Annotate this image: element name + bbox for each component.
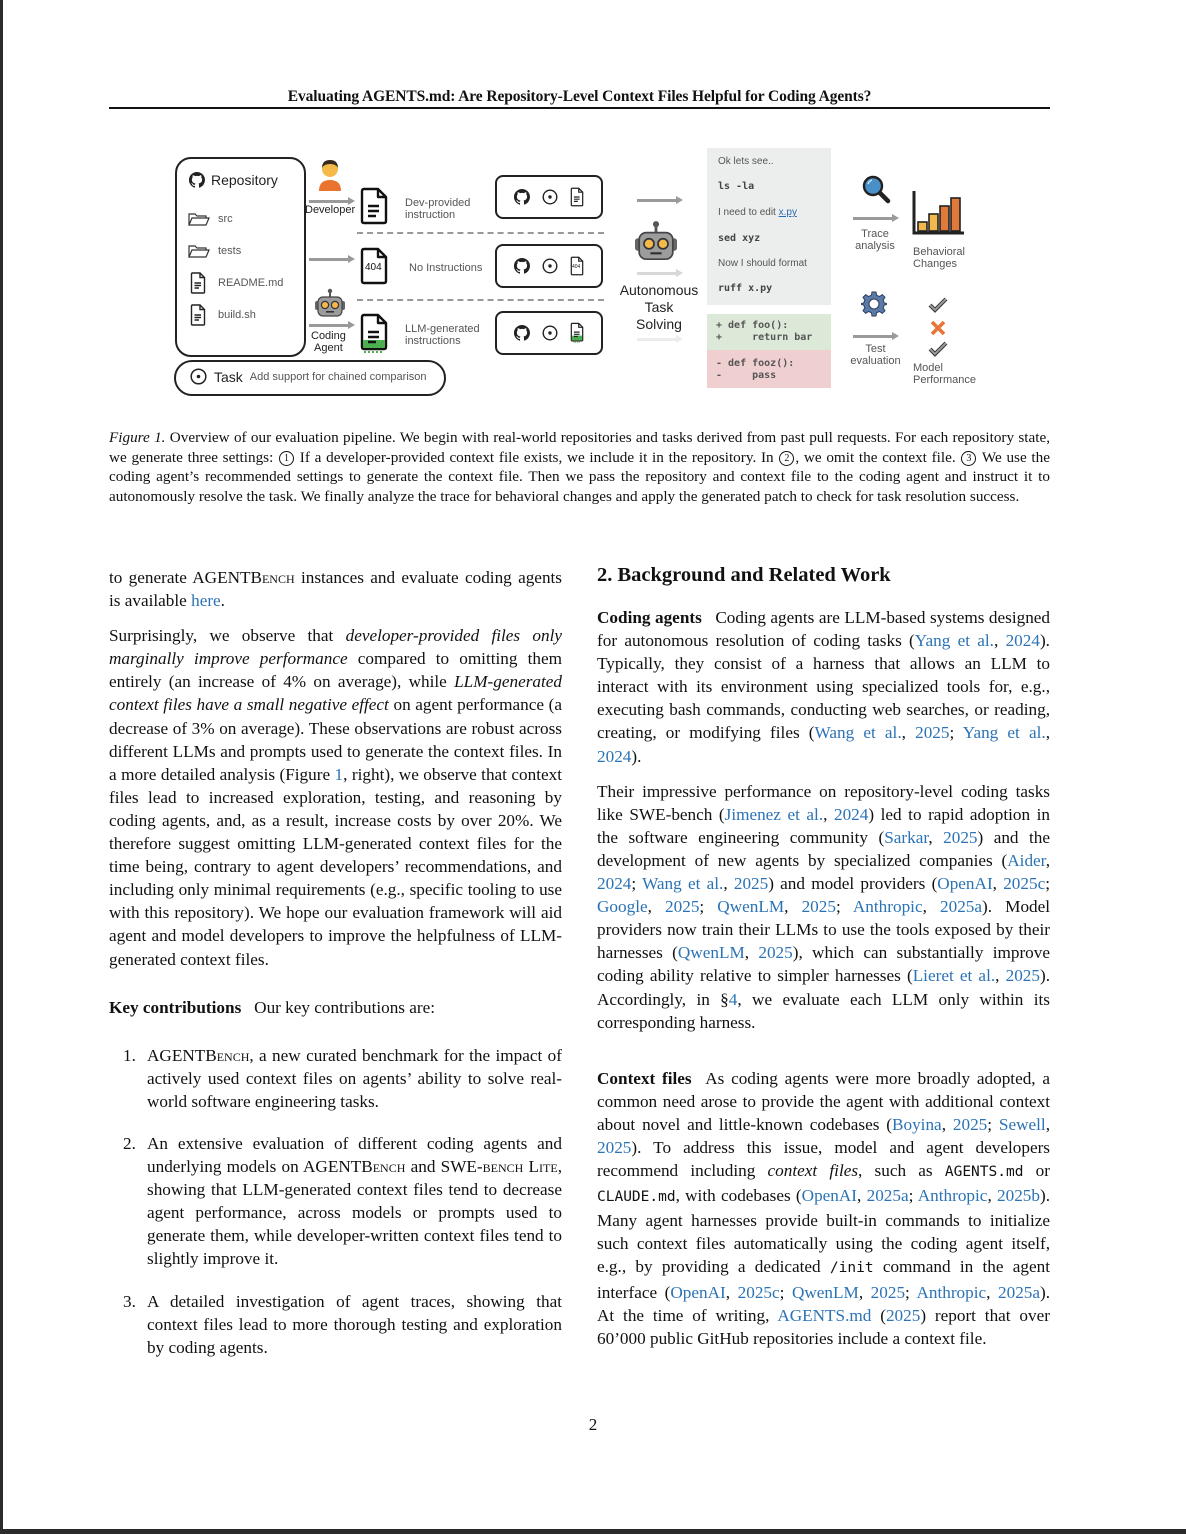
- task-target-icon: [542, 189, 558, 205]
- github-icon: [514, 258, 530, 274]
- citation-link[interactable]: 2025: [915, 723, 950, 743]
- paragraph-findings: Surprisingly, we observe that developer-provided files only marginally improve performance compared to omitting them entirely (an increase of 4% on average), while LLM-generated context files have a small negative effect on agent performance (a decrease of 3% on average). These observations are robust across different LLMs and prompts used to generate the context files. In a more detailed analysis (Figure 1, right), we observe that context files lead to increased exploration, testing, and reasoning by coding agents, and, as a result, increase costs by over 20%. We therefore suggest omitting LLM-generated context files for the time being, contrary to agent developers’ recommendations, and including only minimal requirements (e.g., specific tooling to use with this repository). We hope our evaluation framework will aid agent and model developers to improve the helpfulness of LLM-generated context files.: [109, 626, 562, 969]
- coding-agent-arrow: [309, 324, 349, 327]
- contributions-list: [109, 1044, 562, 1359]
- setting-3-bundle: [495, 311, 603, 355]
- llm-document-icon: [570, 322, 584, 344]
- setting-divider: [357, 232, 604, 234]
- citation-link[interactable]: 2025: [665, 897, 700, 917]
- citation-link[interactable]: 2025c: [1003, 874, 1046, 894]
- citation-link[interactable]: AGENTS.md: [777, 1305, 872, 1325]
- autonomous-arrow-2: [637, 272, 677, 275]
- test-evaluation-arrow: [853, 335, 893, 338]
- dev-instruction-document-icon: [360, 187, 388, 225]
- citation-link[interactable]: Sewell: [998, 1114, 1046, 1134]
- 404-document-icon: 404: [360, 247, 388, 285]
- citation-link[interactable]: Jimenez et al.: [724, 804, 824, 824]
- trace-command: ruff x.py: [718, 283, 773, 294]
- setting-divider: [357, 299, 604, 301]
- trace-thought: Now I should format: [718, 258, 807, 269]
- circled-number: 3: [961, 451, 976, 466]
- code-agents-md: AGENTS.md: [944, 1164, 1024, 1181]
- citation-link[interactable]: 2025: [733, 874, 769, 894]
- figure-1-ref-link[interactable]: 1: [334, 764, 344, 784]
- task-label: Task: [214, 368, 243, 385]
- citation-link[interactable]: 2025: [885, 1305, 921, 1325]
- code-init-command: /init: [829, 1260, 874, 1277]
- autonomous-arrow-3: [637, 338, 677, 341]
- github-icon: [514, 189, 530, 205]
- magnifier-icon: [861, 174, 891, 204]
- citation-link[interactable]: 2025: [801, 897, 836, 917]
- setting-3-label: LLM-generated instructions: [405, 323, 480, 347]
- caption-label: Figure 1.: [109, 429, 166, 446]
- developer-arrow: [309, 200, 349, 203]
- citation-link[interactable]: OpenAI: [937, 874, 993, 894]
- citation-link[interactable]: 2024: [597, 746, 632, 766]
- task-description: Add support for chained comparison: [249, 370, 427, 383]
- citation-link[interactable]: 2025: [870, 1282, 906, 1302]
- task-target-icon: [542, 325, 558, 341]
- figure-caption: Figure 1. Overview of our evaluation pipeline. We begin with real-world repositories and tasks derived from past pull requests. For each repository state, we generate three settings: 1 If a developer-provided context file exists, we include it in the repository. In 2 , we omit the context file. 3 We use the coding agent’s recommended settings to generate the context file. Then we pass the repository and context file to the coding agent and instruct it to autonomously resolve the task. We finally analyze the trace for behavioral changes and apply the generated patch to check for task resolution success.: [109, 429, 1050, 505]
- document-icon: [190, 304, 206, 326]
- trace-command: sed xyz: [718, 233, 761, 244]
- folder-icon: [188, 212, 210, 226]
- citation-link[interactable]: QwenLM: [791, 1282, 859, 1302]
- diff-removed-block: - def fooz(): - pass: [707, 350, 831, 388]
- left-column: [109, 566, 562, 1378]
- paragraph-impact: Their impressive performance on repository-level coding tasks like SWE-bench (Jimenez et al., 2024) led to rapid adoption in the software engineering community (Sarkar, 2025) and the development of new agents by specialized companies (Aider, 2024; Wang et al., 2025) and model providers (OpenAI, 2025c; Google, 2025; QwenLM, 2025; Anthropic, 2025a). Model providers now train their LLMs to use the tools exposed by their harnesses (QwenLM, 2025), which can substantially improve coding ability relative to simpler harnesses (Lieret et al., 2025). Accordingly, in §4, we evaluate each LLM only within its corresponding harness.: [597, 781, 1051, 1032]
- check-icon: [928, 341, 948, 357]
- section-title: 2. Background and Related Work: [597, 564, 891, 586]
- autonomous-robot-icon: [633, 220, 679, 262]
- citation-link[interactable]: 2024: [1005, 631, 1040, 651]
- citation-link[interactable]: Yang et al.: [962, 723, 1046, 743]
- no-instructions-arrow: [309, 258, 349, 261]
- citation-link[interactable]: Sarkar: [884, 827, 929, 847]
- circled-number: 1: [279, 451, 294, 466]
- key-contributions-heading: Key contributions: [109, 997, 242, 1017]
- coding-agents-heading: Coding agents: [597, 608, 702, 627]
- folder-icon: [188, 244, 210, 258]
- paragraph-intro-end: to generate AGENTBench instances and evaluate coding agents is available here.: [109, 568, 562, 611]
- citation-link[interactable]: Aider: [1007, 850, 1046, 870]
- contribution-item: 3. A detailed investigation of agent traces, showing that context files lead to more thorough testing and exploration by coding agents.: [123, 1291, 562, 1357]
- setting-2-label: No Instructions: [409, 262, 483, 274]
- citation-link[interactable]: Anthropic: [917, 1186, 988, 1206]
- running-title: Evaluating AGENTS.md: Are Repository-Level Context Files Helpful for Coding Agents?: [287, 88, 872, 105]
- key-contributions-intro: Key contributions Our key contributions are:: [109, 997, 436, 1017]
- paragraph-coding-agents: Coding agents Coding agents are LLM-based systems designed for autonomous resolution of coding tasks (Yang et al., 2024). Typically, they consist of a harness that allows an LLM to interact with its environment using specialized tools for, e.g., executing bash commands, conducting web searches, or reading, creating, or modifying files (Wang et al., 2025; Yang et al., 2024).: [597, 608, 1051, 766]
- behavioral-changes-label: Behavioral Changes: [913, 246, 965, 270]
- section-4-ref-link[interactable]: 4: [728, 989, 738, 1009]
- citation-link[interactable]: OpenAI: [801, 1186, 858, 1206]
- figure-1-pipeline: [0, 0, 1186, 420]
- citation-link[interactable]: Wang et al.: [814, 723, 902, 743]
- autonomous-arrow-1: [637, 199, 677, 202]
- repository-title: [189, 172, 278, 188]
- right-column: [597, 562, 1050, 1350]
- code-claude-md: CLAUDE.md: [597, 1189, 676, 1206]
- cross-icon: [930, 320, 946, 336]
- gear-icon: [861, 291, 887, 317]
- trace-analysis-arrow: [853, 217, 893, 220]
- document-icon: [570, 187, 584, 207]
- citation-link[interactable]: QwenLM: [717, 897, 785, 917]
- page-bottom-border: [0, 1529, 1186, 1534]
- circled-number: 2: [779, 451, 794, 466]
- citation-link[interactable]: 2025a: [866, 1186, 909, 1206]
- llm-document-icon: [360, 313, 388, 355]
- setting-1-label: Dev-provided instruction: [405, 197, 471, 221]
- repo-item-build: build.sh: [190, 304, 256, 326]
- citation-link[interactable]: 2025a: [940, 897, 983, 917]
- page-number: 2: [588, 1415, 598, 1434]
- citation-link[interactable]: 2025c: [737, 1282, 780, 1302]
- task-target-icon: [542, 258, 558, 274]
- agent-trace-panel: [707, 148, 831, 305]
- coding-agent-label: Coding Agent: [311, 330, 346, 354]
- repo-item-readme: README.md: [190, 272, 283, 294]
- citation-link[interactable]: 2025: [952, 1114, 988, 1134]
- citation-link[interactable]: 2025: [1005, 966, 1040, 986]
- developer-label: Developer: [305, 204, 356, 216]
- citation-link[interactable]: Anthropic: [916, 1282, 987, 1302]
- github-icon: [189, 172, 205, 188]
- github-icon: [514, 325, 530, 341]
- citation-link[interactable]: 2024: [597, 874, 632, 894]
- repo-item-tests: tests: [188, 244, 241, 258]
- test-evaluation-label: Test evaluation: [850, 343, 901, 367]
- autonomous-task-solving-label: Autonomous Task Solving: [619, 282, 699, 332]
- 404-document-icon: 404: [570, 256, 584, 276]
- citation-link[interactable]: Boyina: [892, 1114, 942, 1134]
- citation-link[interactable]: 2025b: [997, 1186, 1040, 1206]
- task-target-icon: [190, 368, 207, 385]
- citation-link[interactable]: Google: [597, 897, 648, 917]
- contribution-item: 2. An extensive evaluation of different coding agents and underlying models on AGENTBench and SWE-bench Lite, showing that LLM-generated context files tend to decrease agent performance, across models or prompts used to generate them, while developer-written context files tend to slightly improve it.: [123, 1133, 562, 1269]
- citation-link[interactable]: Anthropic: [852, 897, 923, 917]
- document-icon: [190, 272, 206, 294]
- citation-link[interactable]: 2024: [833, 804, 869, 824]
- bar-chart-icon: [911, 190, 965, 236]
- paragraph-context-files: Context files As coding agents were more broadly adopted, a common need arose to provide the agent with additional context about novel and little-known codebases (Boyina, 2025; Sewell, 2025). To address this issue, model and agent developers recommend including context files, such as AGENTS.md or CLAUDE.md, with codebases (OpenAI, 2025a; Anthropic, 2025b). Many agent harnesses provide built-in commands to initialize such context files automatically using the coding agent itself, e.g., by providing a dedicated /init command in the agent interface (OpenAI, 2025c; QwenLM, 2025; Anthropic, 2025a). At the time of writing, AGENTS.md (2025) report that over 60’000 public GitHub repositories include a context file.: [597, 1068, 1051, 1348]
- citation-link[interactable]: 2025: [943, 827, 978, 847]
- citation-link[interactable]: Lieret et al.: [912, 966, 996, 986]
- citation-link[interactable]: 2025: [597, 1137, 632, 1157]
- developer-avatar-icon: [316, 156, 344, 192]
- coding-agent-robot-icon: [314, 288, 346, 318]
- repository-title-text: Repository: [211, 172, 278, 188]
- contribution-item: 1. AGENTBench, a new curated benchmark for the impact of actively used context files on agents’ ability to solve real-world software engineering tasks.: [123, 1045, 562, 1111]
- citation-link[interactable]: Wang et al.: [642, 874, 724, 894]
- check-icon: [928, 297, 948, 313]
- citation-link[interactable]: 2025: [758, 943, 793, 963]
- code-link-here[interactable]: here: [191, 591, 221, 611]
- setting-1-bundle: [495, 175, 603, 219]
- diff-added-block: + def foo(): + return bar: [707, 314, 831, 350]
- trace-thought: Ok lets see..: [718, 156, 774, 167]
- trace-analysis-label: Trace analysis: [855, 228, 895, 252]
- context-files-heading: Context files: [597, 1068, 692, 1088]
- citation-link[interactable]: OpenAI: [670, 1282, 726, 1302]
- trace-command: ls -la: [718, 181, 755, 192]
- citation-link[interactable]: 2025a: [998, 1282, 1041, 1302]
- citation-link[interactable]: Yang et al.: [914, 631, 994, 651]
- task-row: [190, 368, 427, 385]
- trace-file-link: x.py: [778, 207, 797, 218]
- trace-thought: I need to edit x.py: [718, 207, 797, 218]
- model-performance-label: Model Performance: [913, 362, 976, 386]
- setting-2-bundle: [495, 244, 603, 288]
- citation-link[interactable]: QwenLM: [677, 943, 745, 963]
- repo-item-src: src: [188, 212, 233, 226]
